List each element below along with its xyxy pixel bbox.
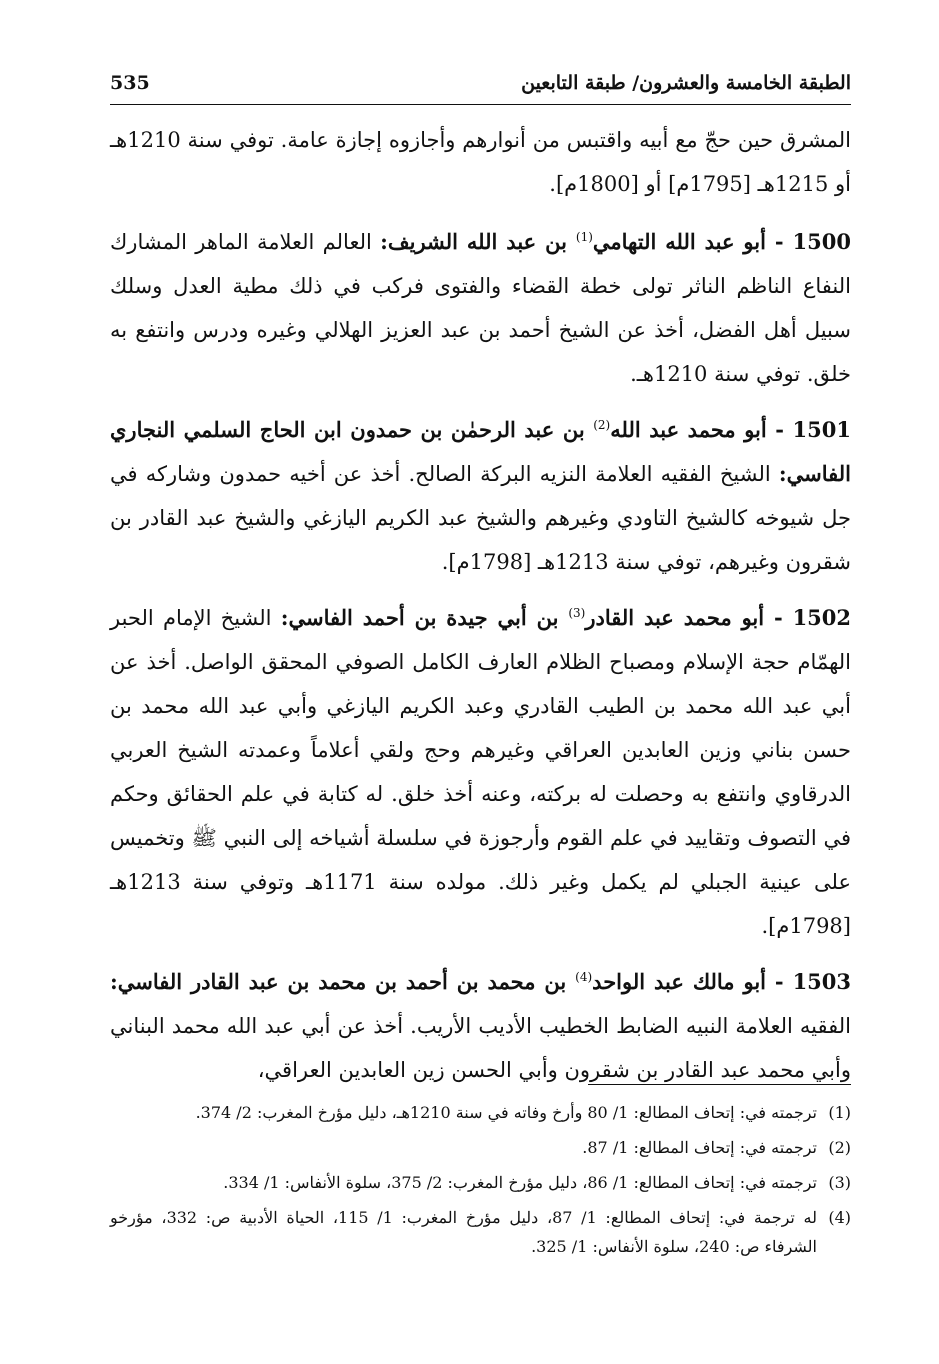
footnote-ref[interactable]: (3) <box>568 606 586 620</box>
entry-heading-cont: بن محمد بن أحمد بن محمد بن عبد القادر الفاسي: <box>110 969 576 994</box>
footnote-ref[interactable]: (1) <box>575 230 593 244</box>
footnote-number: (1) <box>828 1103 851 1122</box>
footnote-divider <box>588 1084 851 1085</box>
footnote-text: ترجمته في: إتحاف المطالع: 1/ 86، دليل مؤرخ المغرب: 2/ 375، سلوة الأنفاس: 1/ 334. <box>223 1173 817 1192</box>
entry-heading-cont: بن عبد الرحمٰن بن حمدون ابن الحاج السلمي النجاري الفاسي: <box>110 417 851 486</box>
page-number: 535 <box>110 72 150 94</box>
entry-1500 <box>110 220 851 396</box>
footnote-item <box>110 1168 851 1197</box>
footnote-ref[interactable]: (2) <box>593 418 611 432</box>
entry-1501 <box>110 408 851 584</box>
entry-heading: 1503 - أبو مالك عبد الواحد <box>592 969 852 994</box>
footnote-item <box>110 1098 851 1127</box>
running-title: الطبقة الخامسة والعشرون/ طبقة التابعين <box>521 72 851 94</box>
footnote-ref[interactable]: (4) <box>575 970 593 984</box>
intro-paragraph: المشرق حين حجّ مع أبيه واقتبس من أنوارهم وأجازوه إجازة عامة. توفي سنة 1210هـ أو 1215هـ [1795م] أو [1800م]. <box>110 128 851 196</box>
footnote-number: (3) <box>828 1173 851 1192</box>
page-header <box>110 70 851 105</box>
main-text <box>110 118 851 1104</box>
entry-heading-cont: بن أبي جيدة بن أحمد الفاسي: <box>280 605 569 630</box>
footnote-number: (4) <box>828 1208 851 1227</box>
entry-heading: 1500 - أبو عبد الله التهامي <box>592 229 851 254</box>
footnote-text: ترجمته في: إتحاف المطالع: 1/ 87. <box>582 1138 817 1157</box>
entry-text: الشيخ الفقيه العلامة النزيه البركة الصالح. أخذ عن أخيه حمدون وشاركه في جل شيوخه كالشيخ التاودي وغيرهم والشيخ عبد الكريم اليازغي والشيخ عبد القادر بن شقرون وغيرهم، توفي سنة 1213هـ [1798م]. <box>110 462 851 574</box>
footnote-text: ترجمته في: إتحاف المطالع: 1/ 80 وأرخ وفاته في سنة 1210هـ، دليل مؤرخ المغرب: 2/ 374. <box>195 1103 817 1122</box>
footnote-number: (2) <box>828 1138 851 1157</box>
footnotes <box>110 1098 851 1267</box>
entry-heading: 1502 - أبو محمد عبد القادر <box>585 605 852 630</box>
entry-text: الفقيه العلامة النبيه الضابط الخطيب الأديب الأريب. أخذ عن أبي عبد الله محمد البناني وأبي محمد عبد القادر بن شقرون وأبي الحسن زين العابدين العراقي، <box>110 1014 851 1082</box>
entry-heading-cont: بن عبد الله الشريف: <box>380 229 576 254</box>
entry-text: العالم العلامة الماهر المشارك النفاع الناظم الناثر تولى خطة القضاء والفتوى فركب في ذلك مطية العدل وسلك سبيل أهل الفضل، أخذ عن الشيخ أحمد بن عبد العزيز الهلالي وغيره ودرس وانتفع به خلق. توفي سنة 1210هـ. <box>110 230 851 386</box>
footnote-item <box>110 1203 851 1261</box>
entry-1503 <box>110 960 851 1092</box>
entry-text: الشيخ الإمام الحبر الهمّام حجة الإسلام ومصباح الظلام العارف الكامل الصوفي المحقق الواصل. أخذ عن أبي عبد الله محمد بن الطيب القادري وعبد الكريم اليازغي وأبي عبد الله محمد بن حسن بناني وزين العابدين العراقي وغيرهم وحج ولقي أعلاماً وعمدته الشيخ العربي الدرقاوي وانتفع به وحصلت له بركته، وعنه أخذ خلق. له كتابة في علم الحقائق وحكم في التصوف وتقاييد في علم القوم وأرجوزة في سلسلة أشياخه إلى النبي ﷺ وتخميس على عينية الجبلي لم يكمل وغير ذلك. مولده سنة 1171هـ وتوفي سنة 1213هـ [1798م]. <box>110 606 851 938</box>
footnote-item <box>110 1133 851 1162</box>
footnote-text: له ترجمة في: إتحاف المطالع: 1/ 87، دليل مؤرخ المغرب: 1/ 115، الحياة الأدبية ص: 332، مؤرخو الشرفاء ص: 240، سلوة الأنفاس: 1/ 325. <box>110 1208 818 1256</box>
entry-1502 <box>110 596 851 948</box>
entry-heading: 1501 - أبو محمد عبد الله <box>610 417 851 442</box>
